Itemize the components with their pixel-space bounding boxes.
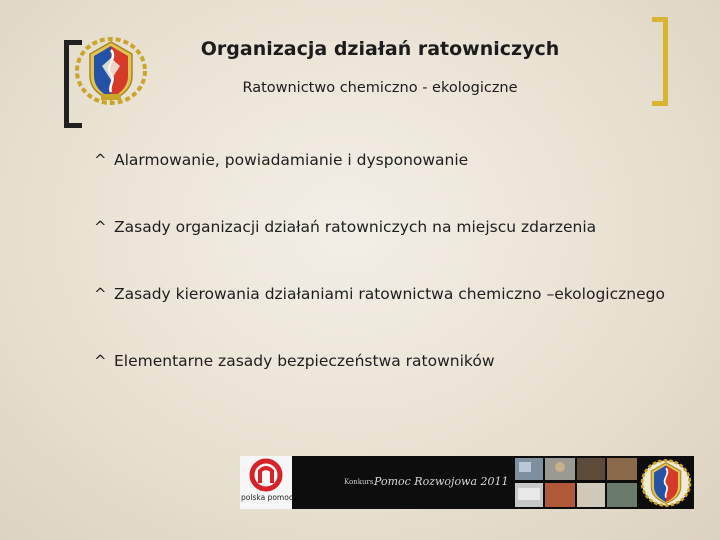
bullet-marker: ^ [94, 352, 107, 370]
bullet-marker: ^ [94, 151, 107, 169]
list-item [94, 352, 704, 419]
photo-strip [515, 458, 637, 507]
konkurs-banner [240, 456, 694, 509]
list-item [94, 151, 704, 218]
fire-brigade-emblem-icon [74, 36, 148, 106]
list-item [94, 285, 704, 352]
konkurs-name: Pomoc Rozwojowa 2011 [374, 475, 509, 488]
list-item [94, 218, 704, 285]
bullet-marker: ^ [94, 285, 107, 303]
polska-pomoc-label: polska pomoc [241, 493, 293, 502]
fire-brigade-emblem-icon [640, 458, 692, 508]
polska-pomoc-logo [240, 456, 292, 509]
bullet-text: Zasady kierowania działaniami ratownictwa chemiczno –ekologicznego [114, 285, 665, 303]
bullet-text: Alarmowanie, powiadamianie i dysponowanie [114, 151, 469, 169]
bullet-list [94, 151, 704, 419]
slide-subtitle: Ratownictwo chemiczno - ekologiczne [242, 80, 518, 96]
bullet-marker: ^ [94, 218, 107, 236]
polska-pomoc-logo-icon [240, 456, 292, 492]
bullet-text: Zasady organizacji działań ratowniczych na miejscu zdarzenia [114, 218, 597, 236]
konkurs-prefix: Konkurs [344, 478, 374, 486]
bullet-text: Elementarne zasady bezpieczeństwa ratowników [114, 352, 495, 370]
slide-title: Organizacja działań ratowniczych [200, 38, 560, 60]
right-bracket [652, 17, 668, 106]
